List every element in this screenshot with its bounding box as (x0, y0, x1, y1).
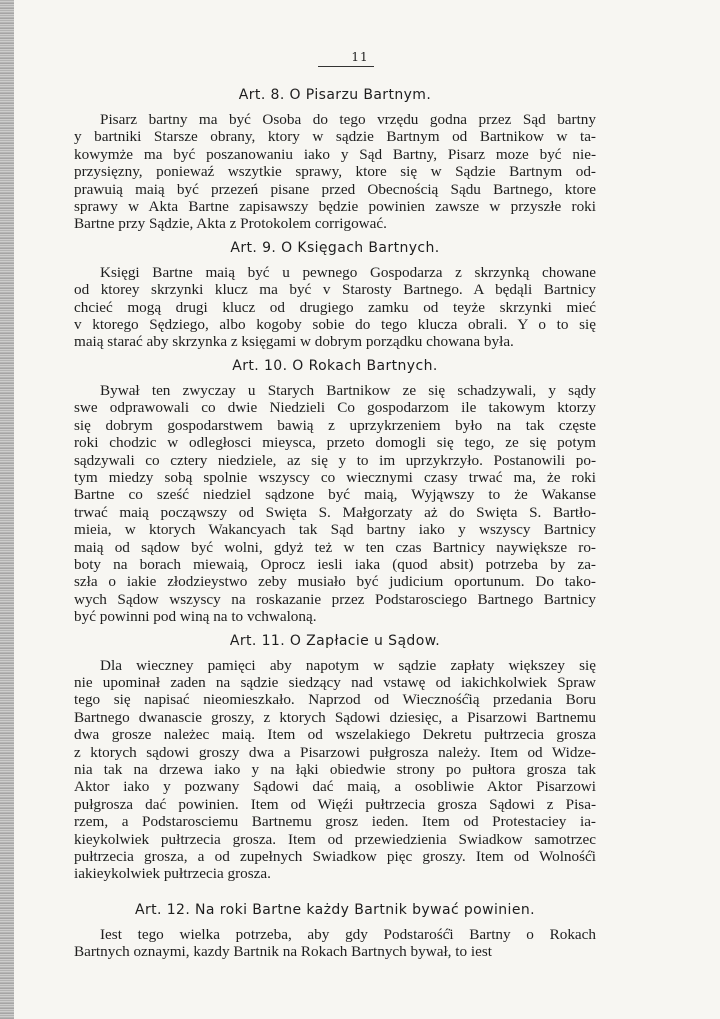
text-line: iakieykolwiek pułtrzecia grosza. (74, 865, 271, 883)
text-line: pułtrzecia grosza, a od zupełnych Swiadkow pięc groszy. Item od Wolność̇i (74, 848, 596, 866)
text-line: trwać maią począwszy od Swięta S. Małgorzaty aż do Swięta S. Bartło- (74, 503, 596, 521)
text-line: się dobrym gospodarstwem bawią z uprzykrzeniem było na tak częste (74, 416, 596, 434)
text-line: Bartne co sześć niedziel sądzone być maią, Wyjąwszy to że Wakanse (74, 486, 596, 504)
text-line: sprawy w Akta Bartne zapisawszy będzie powinien zawsze w przyszłe roki (74, 198, 596, 216)
section-heading: Art. 11. O Zapłacie u Sądow. (229, 632, 441, 649)
text-line: maią od sądow być wolni, gdyż też w ten czas Bartnicy naywiększe ro- (74, 538, 596, 556)
text-line: Bywał ten zwyczay u Starych Bartnikow ze się schadzywali, y sądy (100, 381, 596, 399)
page-number-rule (318, 66, 374, 67)
section-paragraph (74, 264, 596, 351)
text-line: od ktorey skrzynki klucz ma być v Starosty Bartnego. A będąli Bartnicy (74, 281, 596, 299)
text-line: sądzywali co cztery niedziele, az się y to im uprzykrzyło. Postanowili po- (74, 451, 596, 469)
text-line: Pisarz bartny ma być Osoba do tego vrzędu godna przez Sąd bartny (100, 111, 596, 128)
text-line: tym miedzy sobą spolnie wszyscy co wiecznymi czasy trwać ma, że roki (74, 468, 596, 486)
text-line: swe odprawowali co dwie Niedzieli Co gospodarzom ile takowym ktorzy (74, 399, 596, 417)
section-paragraph (74, 657, 596, 883)
section-heading: Art. 9. O Księgach Bartnych. (230, 239, 440, 256)
text-line: v ktorego Sędziego, albo kogoby sobie do tego klucza obrali. Y o to się (74, 316, 596, 334)
section-heading: Art. 12. Na roki Bartne każdy Bartnik bywać powinien. (135, 901, 535, 918)
scan-edge (0, 0, 14, 1019)
text-line: Bartne przy Sądzie, Akta z Protokolem corrigować. (74, 215, 387, 233)
text-line: nie upominał zaden na sądzie siedzący nad vstawę od iakichkolwiek Spraw (74, 673, 596, 691)
text-line: wych Sądow wszyscy na roskazanie przez Podstarosciego Bartnego Bartnicy (74, 590, 596, 608)
text-line: chcieć mogą drugi klucz od drugiego zamku od teyże skrzynki mieć (74, 298, 596, 316)
section-heading: Art. 8. O Pisarzu Bartnym. (238, 87, 432, 103)
text-line: kieykolwiek pułtrzecia grosza. Item od przewiedzienia Swiadkow samotrzec (74, 830, 596, 848)
text-line: mieia, w ktorych Wakancyach tak Sąd bartny iako y wszyscy Bartnicy (74, 521, 596, 539)
section-paragraph (74, 926, 596, 961)
page-number: 11 (351, 50, 369, 64)
text-line: Bartnych oznaymi, kazdy Bartnik na Rokach Bartnych bywał, to iest (74, 943, 492, 961)
text-line: Księgi Bartne maią być u pewnego Gospodarza z skrzynką chowane (100, 263, 596, 281)
text-line: roki chodzic w odległosci mieysca, przeto domogli się tego, ze się potym (74, 434, 596, 452)
section-heading: Art. 10. O Rokach Bartnych. (232, 357, 438, 374)
text-line: Dla wieczney pamięci aby napotym w sądzie zapłaty większey się (100, 656, 596, 674)
text-line: prawuią maią być przezeń pisane przed Obecnością Sądu Bartnego, ktore (74, 180, 596, 198)
text-line: z ktorych sądowi groszy dwa a Pisarzowi pułgrosza należy. Item od Widze- (74, 743, 596, 761)
text-line: dwa grosze należec maią. Item od wszelakiego Dekretu pułtrzecia grosza (74, 726, 596, 744)
section-paragraph (74, 111, 596, 233)
text-line: być powinni pod winą na to vchwaloną. (74, 608, 317, 626)
text-line: maią starać aby skrzynka z księgami w dobrym porządku chowana była. (74, 333, 514, 351)
section-paragraph (74, 382, 596, 626)
document-body (74, 80, 596, 961)
text-line: przysięzny, poniewaź wszytkie sprawy, ktore się w Sądzie Bartnym od- (74, 163, 596, 181)
text-line: y bartniki Starsze obrany, ktory w sądzie Bartnym od Bartnikow w ta- (74, 128, 596, 146)
text-line: pułgrosza dać powinien. Item od Więźi pułtrzecia grosza Sądowi z Pisa- (74, 795, 596, 813)
text-line: Aktor iako y pozwany Sądowi dać maią, a osobliwie Aktor Pisarzowi (74, 778, 596, 796)
text-line: boty na borach miewaią, Oprocz iesli iaka (quod absit) potrzeba by za- (74, 555, 596, 573)
text-line: tego się napisać nieomieszkało. Naprzod od Wieczność̇ią przedania Boru (74, 691, 596, 709)
text-line: Iest tego wielka potrzeba, aby gdy Podstarość̇i Bartny o Rokach (100, 925, 596, 943)
text-line: kowymże ma być poszanowaniu iako y Sąd Bartny, Pisarz moze być nie- (74, 145, 596, 163)
text-line: nia tak na drzewa iako y na łąki obiedwie strony po pułtora grosza tak (74, 761, 596, 778)
text-line: szła o iakie złodzieystwo zeby musiało być judicium oportunum. Do tako- (74, 573, 596, 591)
text-line: rzem, a Podstarosciemu Bartnemu grosz ieden. Item od Protestaciey ia- (74, 813, 596, 831)
text-line: Bartnego dwanascie groszy, z ktorych Sądowi dziesięc, a Pisarzowi Bartnemu (74, 708, 596, 726)
